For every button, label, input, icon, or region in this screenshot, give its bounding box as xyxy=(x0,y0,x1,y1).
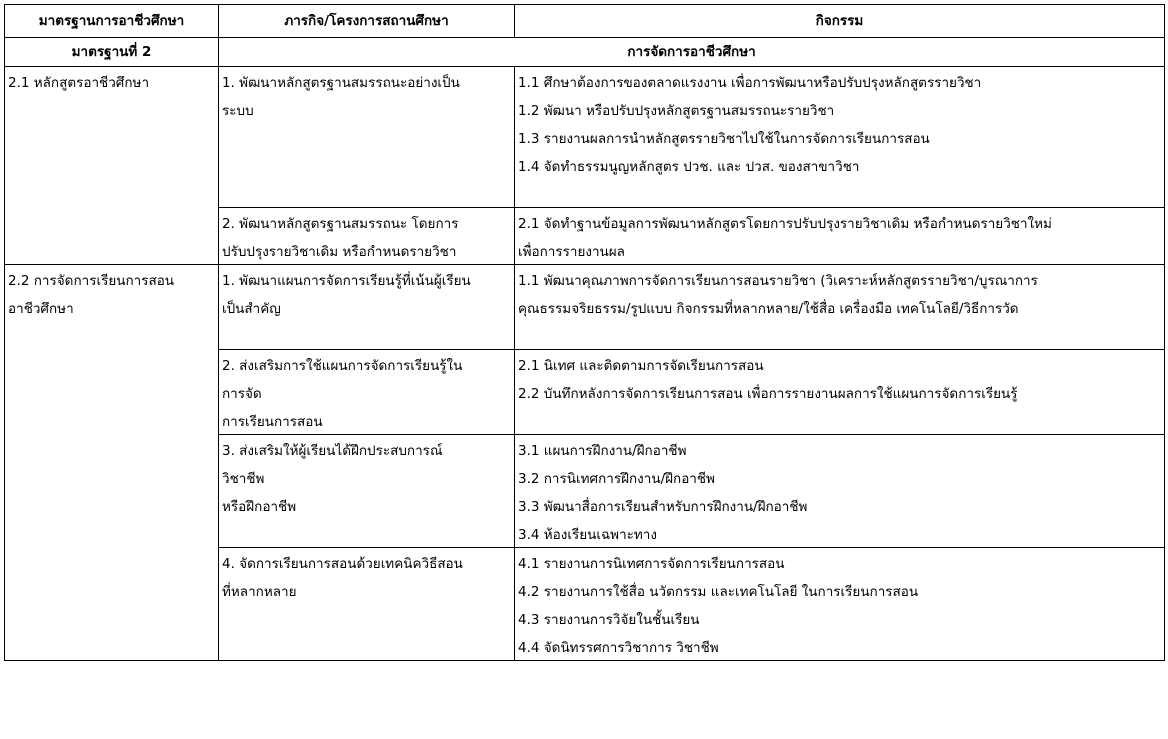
activity-text: 4.1 รายงานการนิเทศการจัดการเรียนการสอน xyxy=(518,556,785,572)
activity-text: 3.1 แผนการฝึกงาน/ฝึกอาชีพ xyxy=(518,443,687,459)
activity-cell xyxy=(515,265,1165,350)
activity-text: 4.3 รายงานการวิจัยในชั้นเรียน xyxy=(518,612,700,628)
activity-text: 4.2 รายงานการใช้สื่อ นวัตกรรม และเทคโนโลยี ในการเรียนการสอน xyxy=(518,584,919,600)
standard-cell xyxy=(5,67,219,265)
mission-text: 2. พัฒนาหลักสูตรฐานสมรรถนะ โดยการ xyxy=(222,216,459,232)
activity-text: 1.4 จัดทำธรรมนูญหลักสูตร ปวช. และ ปวส. ของสาขาวิชา xyxy=(518,159,860,175)
activity-text: 4.4 จัดนิทรรศการวิชาการ วิชาชีพ xyxy=(518,640,719,656)
activity-text: 3.3 พัฒนาสื่อการเรียนสำหรับการฝึกงาน/ฝึกอาชีพ xyxy=(518,499,808,515)
activity-cell xyxy=(515,548,1165,661)
activity-text: 1.3 รายงานผลการนำหลักสูตรรายวิชาไปใช้ในการจัดการเรียนการสอน xyxy=(518,131,930,147)
mission-cell xyxy=(219,435,515,548)
mission-text: ที่หลากหลาย xyxy=(222,584,297,600)
activity-cell xyxy=(515,435,1165,548)
standard-text: อาชีวศึกษา xyxy=(8,301,74,317)
mission-text: การจัด xyxy=(222,386,262,402)
activity-cell xyxy=(515,67,1165,208)
mission-text: หรือฝึกอาชีพ xyxy=(222,499,297,515)
standard-title: การจัดการอาชีวศึกษา xyxy=(219,38,1165,67)
standard-cell xyxy=(5,265,219,661)
standard-text: 2.1 หลักสูตรอาชีวศึกษา xyxy=(8,75,150,91)
mission-text: 1. พัฒนาหลักสูตรฐานสมรรถนะอย่างเป็น xyxy=(222,75,460,91)
curriculum-table xyxy=(4,4,1165,661)
mission-text: การเรียนการสอน xyxy=(222,414,323,430)
activity-text: คุณธรรมจริยธรรม/รูปแบบ กิจกรรมที่หลากหลาย/ใช้สื่อ เครื่องมือ เทคโนโลยี/วิธีการวัด xyxy=(518,301,1019,317)
mission-text: 2. ส่งเสริมการใช้แผนการจัดการเรียนรู้ใน xyxy=(222,358,463,374)
mission-cell xyxy=(219,548,515,661)
mission-text: ปรับปรุงรายวิชาเดิม หรือกำหนดรายวิชา xyxy=(222,244,457,260)
mission-cell xyxy=(219,67,515,208)
standard-row xyxy=(5,38,1165,67)
activity-cell xyxy=(515,350,1165,435)
mission-text: 1. พัฒนาแผนการจัดการเรียนรู้ที่เน้นผู้เรียน xyxy=(222,273,471,289)
header-mission: ภารกิจ/โครงการสถานศึกษา xyxy=(219,5,515,38)
activity-text: 1.2 พัฒนา หรือปรับปรุงหลักสูตรฐานสมรรถนะรายวิชา xyxy=(518,103,835,119)
table-row xyxy=(5,265,1165,350)
mission-cell xyxy=(219,350,515,435)
mission-text: ระบบ xyxy=(222,103,254,119)
activity-cell xyxy=(515,208,1165,265)
mission-text: เป็นสำคัญ xyxy=(222,301,281,317)
mission-text: 3. ส่งเสริมให้ผู้เรียนได้ฝึกประสบการณ์ xyxy=(222,443,443,459)
table-row xyxy=(5,67,1165,208)
activity-text: เพื่อการรายงานผล xyxy=(518,244,625,260)
activity-text: 1.1 พัฒนาคุณภาพการจัดการเรียนการสอนรายวิชา (วิเคราะห์หลักสูตรรายวิชา/บูรณาการ xyxy=(518,273,1038,289)
standard-label: มาตรฐานที่ 2 xyxy=(5,38,219,67)
header-row xyxy=(5,5,1165,38)
standard-text: 2.2 การจัดการเรียนการสอน xyxy=(8,273,175,289)
activity-text: 2.2 บันทึกหลังการจัดการเรียนการสอน เพื่อการรายงานผลการใช้แผนการจัดการเรียนรู้ xyxy=(518,386,1018,402)
activity-text: 3.2 การนิเทศการฝึกงาน/ฝึกอาชีพ xyxy=(518,471,715,487)
activity-text: 1.1 ศึกษาต้องการของตลาดแรงงาน เพื่อการพัฒนาหรือปรับปรุงหลักสูตรรายวิชา xyxy=(518,75,982,91)
header-standard: มาตรฐานการอาชีวศึกษา xyxy=(5,5,219,38)
mission-cell xyxy=(219,208,515,265)
mission-text: 4. จัดการเรียนการสอนด้วยเทคนิควิธีสอน xyxy=(222,556,463,572)
mission-text: วิชาชีพ xyxy=(222,471,265,487)
activity-text: 3.4 ห้องเรียนเฉพาะทาง xyxy=(518,527,657,543)
activity-text: 2.1 จัดทำฐานข้อมูลการพัฒนาหลักสูตรโดยการปรับปรุงรายวิชาเดิม หรือกำหนดรายวิชาใหม่ xyxy=(518,216,1052,232)
mission-cell xyxy=(219,265,515,350)
header-activity: กิจกรรม xyxy=(515,5,1165,38)
activity-text: 2.1 นิเทศ และติดตามการจัดเรียนการสอน xyxy=(518,358,764,374)
